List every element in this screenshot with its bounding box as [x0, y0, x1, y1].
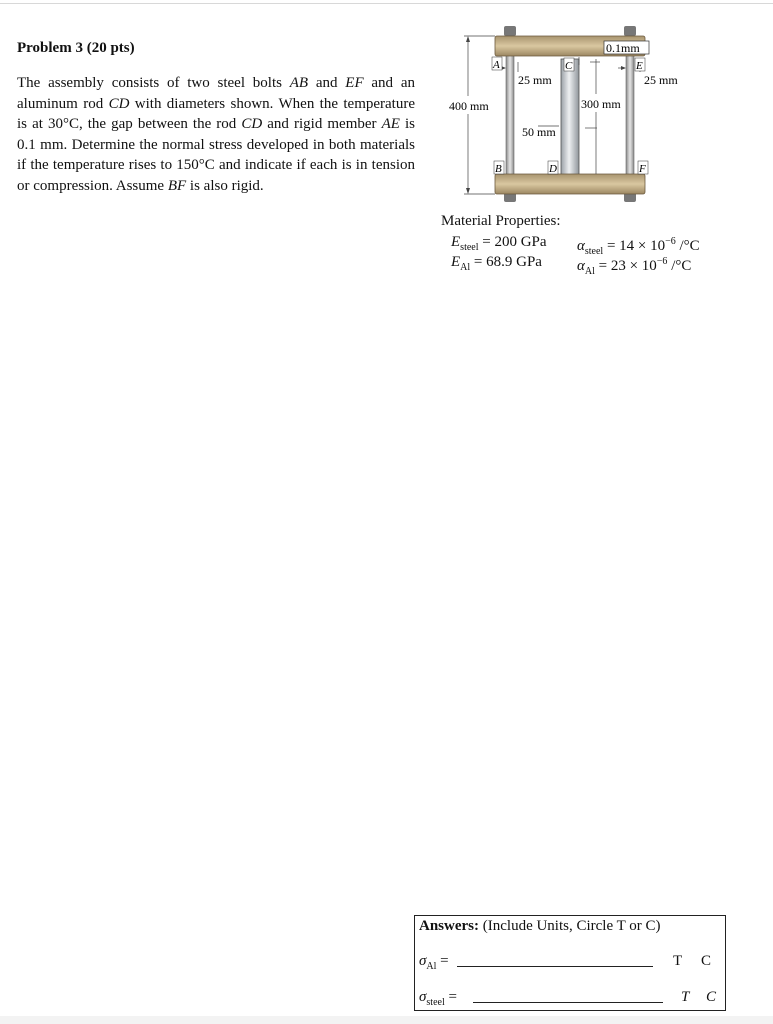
sigma-steel-label: $\sigma_{steel}$ = — [419, 989, 457, 1008]
label-c: C — [565, 60, 573, 72]
label-d: D — [549, 163, 557, 175]
sigma-steel-compression-option[interactable]: C — [706, 989, 717, 1005]
dim-25mm-right: 25 mm — [644, 73, 678, 87]
answers-box — [414, 915, 726, 1011]
sigma-al-compression-option[interactable]: C — [701, 953, 712, 969]
page-top-rule — [0, 3, 773, 4]
label-a: A — [493, 59, 500, 71]
bolt-head-top-left — [504, 26, 516, 36]
alpha-aluminum: $\alpha_{Al} = 23 \times 10^{-6}$ /°C — [577, 256, 692, 277]
dim-300mm: 300 mm — [581, 97, 621, 111]
sigma-steel-tension-option[interactable]: T — [681, 989, 690, 1005]
e-steel: $E_{steel} = 200$ GPa — [451, 234, 547, 253]
answers-heading: Answers: (Include Units, Circle T or C) — [419, 918, 661, 934]
e-aluminum: $E_{Al} = 68.9$ GPa — [451, 254, 542, 273]
problem-statement: The assembly consists of two steel bolts AB and EF and an aluminum rod CD with diameters shown. When the temperature is at 30°C, the gap between the rod CD and rigid member AE is 0.1 mm. Determine the normal stress developed in both materials if the temperature rises to 150°C and indicate if each is in tension or compression. Assume BF is also rigid. — [17, 75, 415, 194]
rigid-member-bf — [495, 174, 645, 194]
dim-400mm: 400 mm — [449, 99, 489, 113]
assembly-figure — [440, 22, 700, 217]
sigma-al-answer-line[interactable] — [457, 966, 653, 967]
label-f: F — [639, 163, 646, 175]
sigma-al-tension-option[interactable]: T — [673, 953, 683, 969]
bolt-ab — [506, 36, 514, 192]
label-e: E — [636, 60, 643, 72]
sigma-steel-answer-line[interactable] — [473, 1002, 663, 1003]
dim-25mm-left: 25 mm — [518, 73, 552, 87]
properties-heading: Material Properties: — [441, 213, 561, 229]
sigma-al-label: $\sigma_{Al}$ = — [419, 953, 449, 972]
problem-title: Problem 3 (20 pts) — [17, 40, 135, 56]
page-bottom-edge — [0, 1016, 773, 1024]
dim-gap-0-1mm: 0.1mm — [606, 41, 640, 55]
bolt-head-top-right — [624, 26, 636, 36]
alpha-steel: $\alpha_{steel} = 14 \times 10^{-6}$ /°C — [577, 236, 700, 257]
label-b: B — [495, 163, 502, 175]
rod-cd — [561, 59, 579, 176]
bolt-ef — [626, 36, 634, 192]
dim-50mm: 50 mm — [522, 125, 556, 139]
